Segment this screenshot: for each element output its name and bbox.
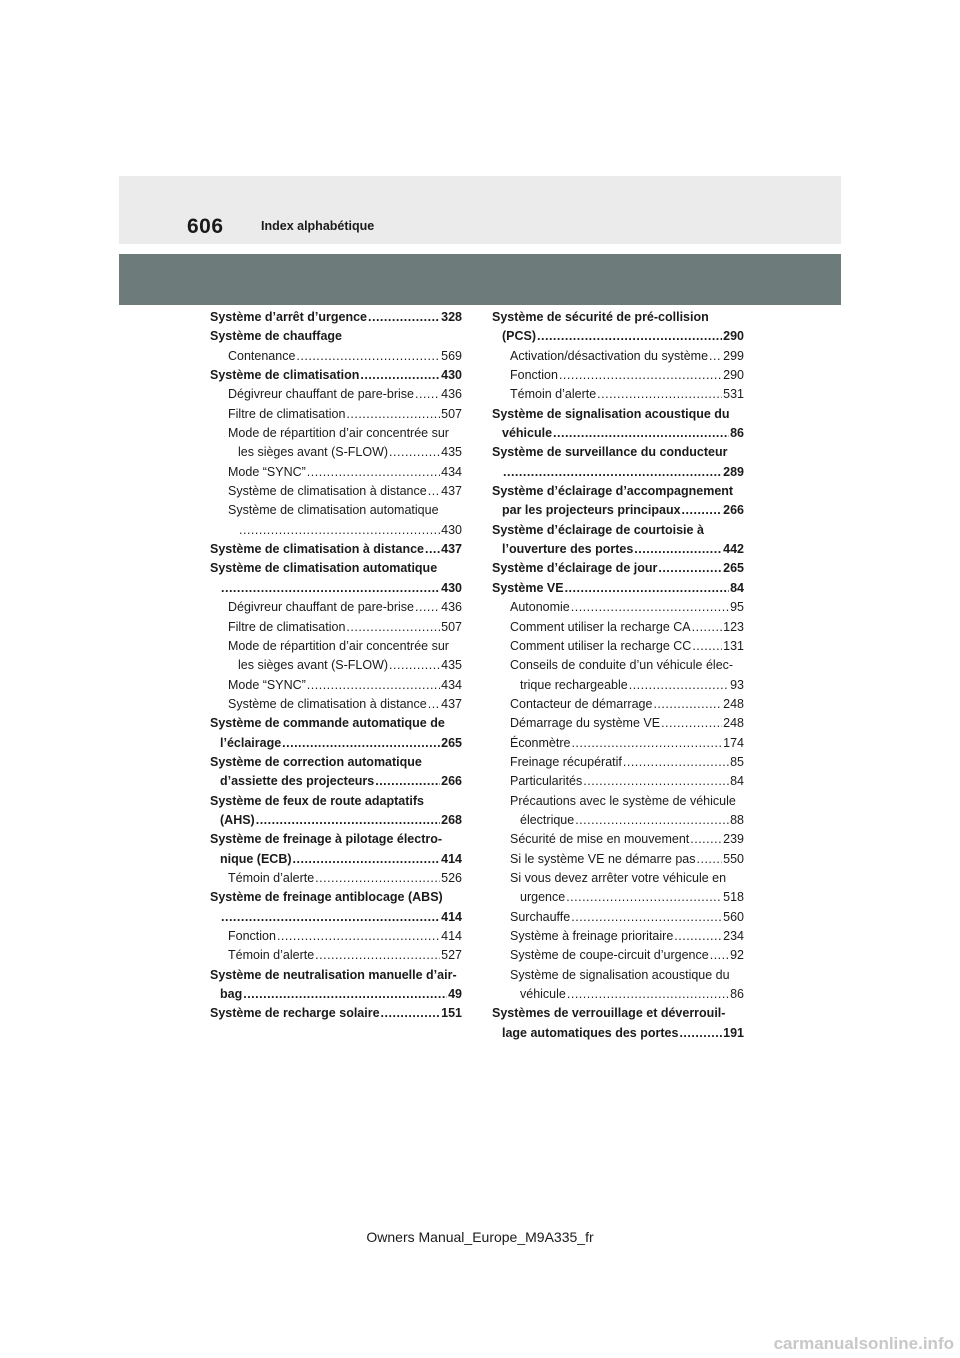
index-entry-label: Fonction — [510, 368, 558, 383]
index-entry-label: Système de climatisation — [210, 368, 360, 383]
index-entry-label: Systèmes de verrouillage et déverrouil- — [492, 1006, 726, 1021]
index-entry — [492, 598, 744, 617]
leader-dots — [583, 772, 729, 791]
index-entry-page[interactable]: 86 — [730, 987, 744, 1002]
leader-dots — [221, 579, 440, 598]
leader-dots — [389, 656, 440, 675]
index-entry — [210, 927, 462, 946]
leader-dots — [239, 521, 440, 540]
index-entry — [210, 579, 462, 598]
index-entry-label: Système de climatisation à distance — [228, 484, 427, 499]
index-entry-label: Système de signalisation acoustique du — [510, 967, 730, 982]
index-entry — [210, 714, 462, 733]
index-entry-page[interactable]: 174 — [723, 735, 744, 750]
index-entry-page[interactable]: 85 — [730, 754, 744, 769]
index-entry — [492, 830, 744, 849]
index-entry — [492, 946, 744, 965]
index-entry — [492, 753, 744, 772]
index-entry-label: Système de correction automatique — [210, 754, 422, 769]
index-entry — [492, 559, 744, 578]
index-entry-page[interactable]: 527 — [441, 948, 462, 963]
index-entry-label: Contacteur de démarrage — [510, 696, 653, 711]
leader-dots — [697, 850, 723, 869]
index-entry — [210, 637, 462, 656]
index-entry-page[interactable]: 437 — [441, 542, 462, 557]
leader-dots — [567, 985, 729, 1004]
index-entry-label: Système de freinage à pilotage électro- — [210, 832, 443, 847]
index-entry — [492, 908, 744, 927]
index-entry-label: urgence — [520, 890, 566, 905]
leader-dots — [559, 366, 722, 385]
index-entry-page[interactable]: 123 — [723, 619, 744, 634]
index-entry — [210, 869, 462, 888]
index-entry-label: d’assiette des projecteurs — [220, 774, 375, 789]
watermark: carmanualsonline.info — [773, 1334, 954, 1353]
index-entry-label: (PCS) — [502, 329, 537, 344]
index-entry-label: bag — [220, 987, 243, 1002]
index-entry-page[interactable]: 430 — [441, 522, 462, 537]
index-entry — [210, 850, 462, 869]
index-entry-label: Système d’éclairage de jour — [492, 561, 658, 576]
leader-dots — [575, 811, 729, 830]
index-entry — [210, 830, 462, 849]
index-entry-page[interactable]: 531 — [723, 387, 744, 402]
index-entry-label: Si le système VE ne démarre pas — [510, 851, 696, 866]
leader-dots — [428, 482, 440, 501]
leader-dots — [425, 540, 440, 559]
index-entry-label: Système de signalisation acoustique du — [492, 406, 730, 421]
index-entry-label: Système de climatisation à distance — [210, 542, 424, 557]
index-entry-page[interactable]: 93 — [730, 677, 744, 692]
leader-dots — [634, 540, 722, 559]
index-entry-label: (AHS) — [220, 812, 255, 827]
index-entry-label: Comment utiliser la recharge CA — [510, 619, 691, 634]
index-entry-page[interactable]: 507 — [441, 619, 462, 634]
leader-dots — [293, 850, 441, 869]
index-entry — [210, 1004, 462, 1023]
index-entry-label: Système de climatisation automatique — [228, 503, 439, 518]
index-entry-page[interactable]: 430 — [441, 368, 462, 383]
section-banner — [119, 254, 841, 305]
index-entry-page[interactable]: 550 — [723, 851, 744, 866]
leader-dots — [553, 424, 729, 443]
index-entry-page[interactable]: 518 — [723, 890, 744, 905]
index-entry — [492, 966, 744, 985]
index-entry — [492, 501, 744, 520]
index-entry — [492, 327, 744, 346]
index-entry-page[interactable]: 435 — [441, 445, 462, 460]
index-entry-page[interactable]: 84 — [730, 774, 744, 789]
index-entry-page[interactable]: 414 — [441, 909, 462, 924]
leader-dots — [415, 598, 440, 617]
leader-dots — [653, 695, 722, 714]
index-entry — [492, 579, 744, 598]
index-entry-label: les sièges avant (S-FLOW) — [238, 445, 389, 460]
index-entry-label: lage automatiques des portes — [502, 1025, 679, 1040]
index-entry-page[interactable]: 434 — [441, 677, 462, 692]
index-entry — [492, 676, 744, 695]
index-entry-page[interactable]: 131 — [723, 638, 744, 653]
index-entry-label: Système d’éclairage de courtoisie à — [492, 522, 704, 537]
index-entry — [492, 772, 744, 791]
index-entry-page[interactable]: 414 — [441, 929, 462, 943]
index-entry-page[interactable]: 84 — [730, 580, 744, 595]
leader-dots — [709, 347, 722, 366]
index-entry-label: Fonction — [228, 929, 276, 943]
index-entry-label: Sécurité de mise en mouvement — [510, 832, 690, 847]
index-entry — [492, 714, 744, 733]
index-entry-label: l’ouverture des portes — [502, 542, 634, 557]
index-entry-page[interactable]: 265 — [723, 561, 744, 576]
index-entry — [210, 540, 462, 559]
index-entry-label: Comment utiliser la recharge CC — [510, 638, 692, 653]
index-entry — [492, 985, 744, 1004]
index-entry — [492, 869, 744, 888]
index-entry-label: les sièges avant (S-FLOW) — [238, 658, 389, 673]
index-entry — [492, 366, 744, 385]
index-entry-label: Freinage récupératif — [510, 754, 622, 769]
index-entry-label: Témoin d’alerte — [228, 948, 315, 963]
index-entry-label: Système d’éclairage d’accompagnement — [492, 484, 734, 499]
index-entry-page[interactable]: 248 — [723, 716, 744, 731]
leader-dots — [375, 772, 440, 791]
index-entry-label: Autonomie — [510, 600, 570, 615]
index-entry-label: Mode de répartition d’air concentrée sur — [228, 426, 449, 441]
index-entry-label: Filtre de climatisation — [228, 406, 346, 421]
index-entry-label: Témoin d’alerte — [228, 870, 315, 885]
index-entry — [210, 676, 462, 695]
index-entry-label: Démarrage du système VE — [510, 716, 661, 731]
index-entry — [492, 927, 744, 946]
leader-dots — [368, 308, 440, 327]
leader-dots — [571, 734, 722, 753]
leader-dots — [682, 501, 723, 520]
index-entry — [210, 385, 462, 404]
index-entry — [492, 850, 744, 869]
index-entry-page[interactable]: 265 — [441, 735, 462, 750]
index-entry-label: Particularités — [510, 774, 583, 789]
index-entry — [210, 811, 462, 830]
index-entry — [210, 946, 462, 965]
index-entry — [492, 482, 744, 501]
index-entry-label: Système de surveillance du conducteur — [492, 445, 728, 460]
index-entry — [492, 540, 744, 559]
index-entry-label: Système de neutralisation manuelle d’air- — [210, 967, 457, 982]
index-entry-label: Mode “SYNC” — [228, 677, 306, 692]
index-entry-label: Système de commande automatique de — [210, 716, 445, 731]
leader-dots — [623, 753, 729, 772]
leader-dots — [597, 385, 722, 404]
index-entry — [210, 501, 462, 520]
leader-dots — [692, 637, 722, 656]
leader-dots — [566, 888, 722, 907]
index-entry-label: l’éclairage — [220, 735, 282, 750]
index-entry — [492, 347, 744, 366]
index-entry-label: trique rechargeable — [520, 677, 628, 692]
index-entry-label: Système de coupe-circuit d’urgence — [510, 948, 709, 963]
index-entry — [210, 656, 462, 675]
index-entry-page[interactable]: 86 — [730, 426, 744, 441]
index-entry — [210, 366, 462, 385]
index-entry — [210, 424, 462, 443]
index-entry-page[interactable]: 151 — [441, 1006, 462, 1021]
index-entry-label: Dégivreur chauffant de pare-brise — [228, 387, 414, 402]
leader-dots — [674, 927, 722, 946]
index-entry — [210, 734, 462, 753]
index-entry-page[interactable]: 437 — [441, 484, 462, 499]
index-column-left — [210, 308, 462, 1024]
index-entry-page[interactable]: 507 — [441, 406, 462, 421]
index-entry-page[interactable]: 266 — [441, 774, 462, 789]
index-entry-label: Système à freinage prioritaire — [510, 929, 674, 943]
index-entry — [492, 1004, 744, 1023]
index-entry — [210, 521, 462, 540]
leader-dots — [692, 618, 723, 637]
index-entry-label: Témoin d’alerte — [510, 387, 597, 402]
index-entry — [210, 753, 462, 772]
index-entry-label: nique (ECB) — [220, 851, 292, 866]
index-entry — [210, 482, 462, 501]
leader-dots — [282, 734, 440, 753]
index-entry-label: Système de climatisation à distance — [228, 696, 427, 711]
index-entry — [492, 811, 744, 830]
index-entry — [210, 463, 462, 482]
leader-dots — [537, 327, 722, 346]
index-entry — [210, 598, 462, 617]
index-entry-label: Surchauffe — [510, 909, 571, 924]
index-entry-label: Mode de répartition d’air concentrée sur — [228, 638, 449, 653]
index-entry-page[interactable]: 437 — [441, 696, 462, 711]
index-entry-label: Système d’arrêt d’urgence — [210, 310, 368, 324]
index-entry-page[interactable]: 290 — [723, 329, 744, 344]
section-title: Index alphabétique — [261, 219, 375, 233]
index-entry-page[interactable]: 430 — [441, 580, 462, 595]
index-entry-label: Système de sécurité de pré-collision — [492, 310, 709, 324]
index-entry — [492, 695, 744, 714]
index-entry-page[interactable]: 95 — [730, 600, 744, 615]
leader-dots — [661, 714, 722, 733]
index-entry-page[interactable]: 442 — [723, 542, 744, 557]
index-entry-page[interactable]: 435 — [441, 658, 462, 673]
index-entry-page[interactable]: 49 — [448, 987, 462, 1002]
index-entry — [492, 792, 744, 811]
index-entry — [210, 888, 462, 907]
leader-dots — [315, 946, 440, 965]
index-entry-page[interactable]: 248 — [723, 696, 744, 711]
index-entry-label: Filtre de climatisation — [228, 619, 346, 634]
index-entry — [492, 308, 744, 327]
index-entry — [210, 618, 462, 637]
index-entry-label: Activation/désactivation du système — [510, 348, 709, 363]
index-entry-label: Précautions avec le système de véhicule — [510, 793, 736, 808]
index-entry-page[interactable]: 299 — [723, 348, 744, 363]
leader-dots — [690, 830, 722, 849]
leader-dots — [243, 985, 447, 1004]
leader-dots — [360, 366, 440, 385]
index-entry-label: véhicule — [502, 426, 553, 441]
leader-dots — [415, 385, 440, 404]
index-entry-page[interactable]: 191 — [723, 1025, 744, 1040]
index-column-right — [492, 308, 744, 1043]
index-entry-page[interactable]: 266 — [723, 503, 744, 518]
index-entry-label: par les projecteurs principaux — [502, 503, 681, 518]
index-entry-page[interactable]: 234 — [723, 929, 744, 943]
index-entry — [210, 347, 462, 366]
leader-dots — [346, 405, 440, 424]
leader-dots — [710, 946, 729, 965]
leader-dots — [571, 908, 722, 927]
leader-dots — [629, 676, 729, 695]
index-entry-label: Dégivreur chauffant de pare-brise — [228, 600, 414, 615]
index-entry-label: Mode “SYNC” — [228, 464, 306, 479]
leader-dots — [565, 579, 730, 598]
leader-dots — [277, 927, 440, 946]
index-entry — [492, 1024, 744, 1043]
leader-dots — [307, 676, 440, 695]
index-entry — [492, 734, 744, 753]
index-entry-page[interactable]: 434 — [441, 464, 462, 479]
index-entry — [210, 559, 462, 578]
leader-dots — [346, 618, 440, 637]
leader-dots — [679, 1024, 722, 1043]
index-entry-page[interactable]: 289 — [723, 464, 744, 479]
leader-dots — [296, 347, 440, 366]
index-entry — [492, 521, 744, 540]
header-band — [119, 176, 841, 244]
index-entry-label: Système de recharge solaire — [210, 1006, 380, 1021]
leader-dots — [571, 598, 729, 617]
index-entry-label: véhicule — [520, 987, 566, 1002]
index-entry — [492, 888, 744, 907]
leader-dots — [256, 811, 440, 830]
index-entry-label: Si vous devez arrêter votre véhicule en — [510, 870, 727, 885]
footer-doc-id: Owners Manual_Europe_M9A335_fr — [366, 1229, 594, 1245]
index-entry-page[interactable]: 268 — [441, 812, 462, 827]
leader-dots — [503, 463, 722, 482]
index-entry — [492, 618, 744, 637]
index-entry — [210, 908, 462, 927]
index-entry — [210, 695, 462, 714]
leader-dots — [658, 559, 722, 578]
leader-dots — [307, 463, 440, 482]
leader-dots — [315, 869, 440, 888]
index-entry-page[interactable]: 560 — [723, 909, 744, 924]
index-entry — [492, 637, 744, 656]
index-entry-label: électrique — [520, 812, 575, 827]
index-entry — [492, 443, 744, 462]
index-entry — [492, 385, 744, 404]
index-entry — [210, 443, 462, 462]
index-entry-page[interactable]: 239 — [723, 832, 744, 847]
leader-dots — [428, 695, 440, 714]
index-entry-label: Système de chauffage — [210, 329, 342, 344]
index-entry-label: Système de feux de route adaptatifs — [210, 793, 424, 808]
index-entry-page[interactable]: 414 — [441, 851, 462, 866]
index-entry-page[interactable]: 290 — [723, 368, 744, 383]
index-entry — [210, 966, 462, 985]
leader-dots — [221, 908, 440, 927]
index-entry-label: Conseils de conduite d’un véhicule élec- — [510, 658, 734, 673]
index-entry-label: Système VE — [492, 580, 564, 595]
index-entry — [210, 985, 462, 1004]
index-entry-page[interactable]: 328 — [441, 310, 462, 324]
page-number: 606 — [187, 215, 224, 238]
index-entry-page[interactable]: 436 — [441, 600, 462, 615]
index-entry — [492, 405, 744, 424]
index-entry-label: Système de climatisation automatique — [210, 561, 438, 576]
index-entry — [210, 792, 462, 811]
index-entry — [492, 463, 744, 482]
index-entry-label: Éconmètre — [510, 735, 571, 750]
index-entry — [492, 656, 744, 675]
index-entry-page[interactable]: 569 — [441, 348, 462, 363]
index-entry — [210, 405, 462, 424]
index-entry-label: Contenance — [228, 348, 296, 363]
index-entry — [210, 308, 462, 327]
index-entry-page[interactable]: 88 — [730, 812, 744, 827]
leader-dots — [381, 1004, 441, 1023]
index-entry-page[interactable]: 92 — [730, 948, 744, 963]
index-entry — [210, 327, 462, 346]
index-entry-page[interactable]: 436 — [441, 387, 462, 402]
index-entry — [492, 424, 744, 443]
index-entry — [210, 772, 462, 791]
leader-dots — [389, 443, 440, 462]
index-entry-page[interactable]: 526 — [441, 870, 462, 885]
index-entry-label: Système de freinage antiblocage (ABS) — [210, 890, 443, 905]
